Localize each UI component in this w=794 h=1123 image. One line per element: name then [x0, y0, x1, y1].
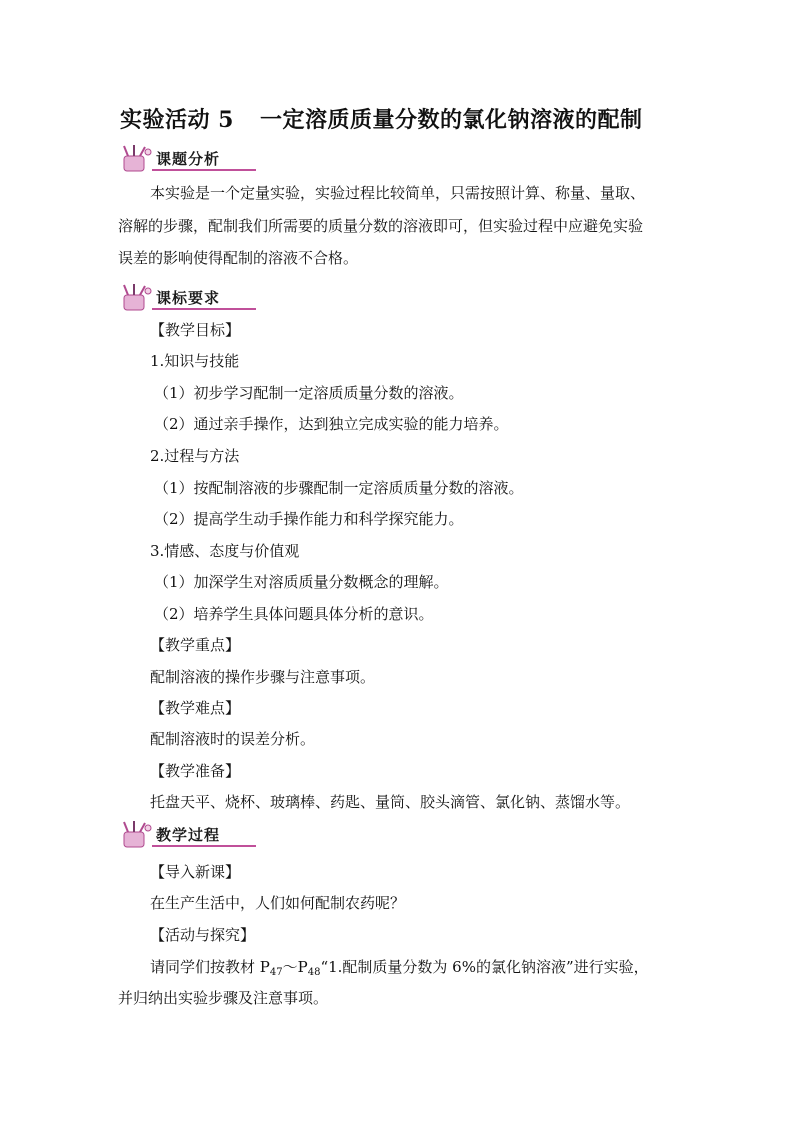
banner-underline [152, 308, 256, 310]
process-item-2: （2）提高学生动手操作能力和科学探究能力。 [154, 510, 464, 528]
banner-underline [152, 845, 256, 847]
activity-heading: 【活动与探究】 [150, 926, 256, 944]
title-number: 实验活动 5 [120, 107, 234, 133]
title-text: 一定溶质质量分数的氯化钠溶液的配制 [259, 107, 643, 133]
pencil-cup-icon [118, 144, 154, 174]
pencil-cup-icon [118, 283, 154, 313]
page-subscript-48: 48 [307, 967, 321, 978]
emotion-title: 3.情感、态度与价值观 [150, 542, 300, 560]
process-item-1: （1）按配制溶液的步骤配制一定溶质质量分数的溶液。 [154, 479, 524, 497]
activity-line-1b: “1.配制质量分数为 6%的氯化钠溶液”进行实验， [320, 958, 649, 976]
page-subscript-47: 47 [269, 967, 283, 978]
analysis-line-3: 误差的影响使得配制的溶液不合格。 [118, 249, 359, 267]
section-title-analysis: 课题分析 [156, 150, 221, 168]
intro-heading: 【导入新课】 [150, 863, 241, 881]
emotion-item-1: （1）加深学生对溶质质量分数概念的理解。 [154, 573, 449, 591]
banner-underline [152, 169, 256, 171]
section-title-process: 教学过程 [156, 826, 221, 844]
focus-text: 配制溶液的操作步骤与注意事项。 [150, 668, 376, 686]
process-title: 2.过程与方法 [150, 447, 240, 465]
focus-heading: 【教学重点】 [150, 636, 241, 654]
goals-heading: 【教学目标】 [150, 321, 241, 339]
section-title-requirements: 课标要求 [156, 289, 221, 307]
section-banner-requirements [118, 283, 258, 313]
section-banner-process [118, 820, 258, 850]
page-title [120, 103, 642, 134]
prep-heading: 【教学准备】 [150, 762, 241, 780]
section-banner-analysis [118, 144, 258, 174]
tilde: ～P [282, 958, 308, 976]
knowledge-item-1: （1）初步学习配制一定溶质质量分数的溶液。 [154, 384, 464, 402]
pencil-cup-icon [118, 820, 154, 850]
analysis-line-2: 溶解的步骤，配制我们所需要的质量分数的溶液即可，但实验过程中应避免实验 [118, 217, 644, 235]
emotion-item-2: （2）培养学生具体问题具体分析的意识。 [154, 605, 434, 623]
activity-line-1 [150, 957, 649, 983]
knowledge-item-2: （2）通过亲手操作，达到独立完成实验的能力培养。 [154, 415, 509, 433]
activity-line-2: 并归纳出实验步骤及注意事项。 [118, 989, 329, 1007]
analysis-line-1: 本实验是一个定量实验，实验过程比较简单，只需按照计算、称量、量取、 [150, 184, 646, 202]
difficulty-heading: 【教学难点】 [150, 699, 241, 717]
knowledge-title: 1.知识与技能 [150, 352, 240, 370]
prep-text: 托盘天平、烧杯、玻璃棒、药匙、量筒、胶头滴管、氯化钠、蒸馏水等。 [150, 793, 631, 811]
activity-line-1a: 请同学们按教材 P [150, 958, 270, 976]
intro-text: 在生产生活中，人们如何配制农药呢？ [150, 894, 406, 912]
difficulty-text: 配制溶液时的误差分析。 [150, 730, 316, 748]
